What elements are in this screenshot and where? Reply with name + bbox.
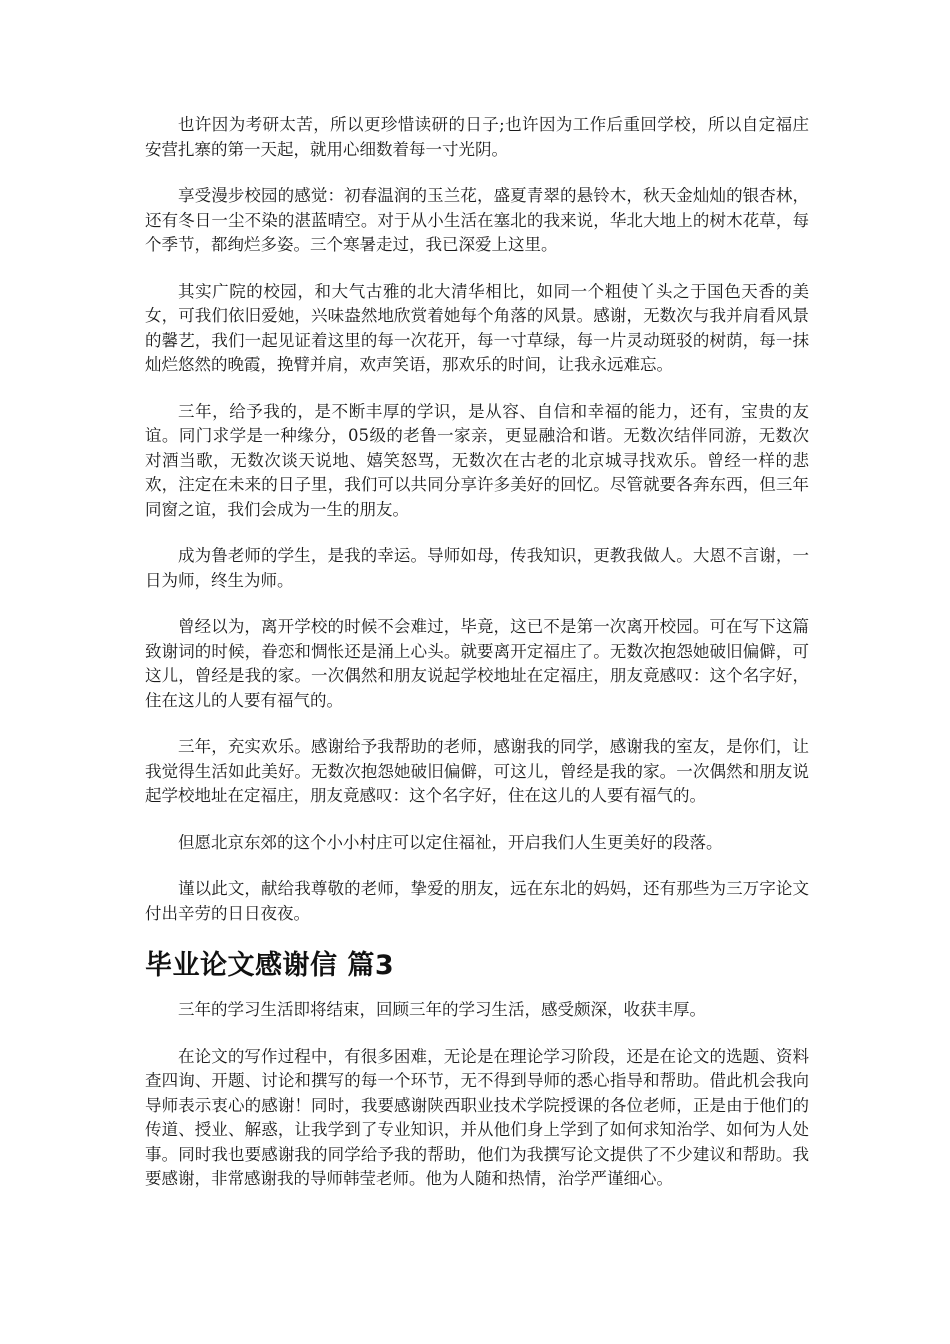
paragraph: 但愿北京东郊的这个小小村庄可以定住福祉，开启我们人生更美好的段落。 — [178, 832, 723, 852]
paragraph: 成为鲁老师的学生，是我的幸运。导师如母，传我知识，更教我做人。大恩不言谢，一日为师，终生为师。 — [145, 546, 809, 590]
section-heading: 毕业论文感谢信 篇3 — [145, 950, 395, 981]
paragraph: 在论文的写作过程中，有很多困难，无论是在理论学习阶段，还是在论文的选题、资料查四询、开题、讨论和撰写的每一个环节，无不得到导师的悉心指导和帮助。借此机会我向导师表示衷心的感谢！同时，我要感谢陕西职业技术学院授课的各位老师，正是由于他们的传道、授业、解惑，让我学到了专业知识，并从他们身上学到了如何求知治学、如何为人处事。同时我也要感谢我的同学给予我的帮助，他们为我撰写论文提供了不少建议和帮助。我要感谢，非常感谢我的导师韩莹老师。他为人随和热情，治学严谨细心。 — [145, 1046, 809, 1188]
paragraph: 谨以此文，献给我尊敬的老师，挚爱的朋友，远在东北的妈妈，还有那些为三万字论文付出辛劳的日日夜夜。 — [145, 879, 809, 923]
paragraph: 享受漫步校园的感觉：初春温润的玉兰花，盛夏青翠的悬铃木，秋天金灿灿的银杏林，还有冬日一尘不染的湛蓝晴空。对于从小生活在塞北的我来说，华北大地上的树木花草，每个季节，都绚烂多姿。三个寒暑走过，我已深爱上这里。 — [145, 186, 809, 254]
paragraph: 三年的学习生活即将结束，回顾三年的学习生活，感受颇深，收获丰厚。 — [178, 1000, 706, 1019]
paragraph: 三年，给予我的，是不断丰厚的学识，是从容、自信和幸福的能力，还有，宝贵的友谊。同门求学是一种缘分，05级的老鲁一家亲，更显融洽和谐。无数次结伴同游，无数次对酒当歌，无数次谈天说地、嬉笑怒骂，无数次在古老的北京城寻找欢乐。曾经一样的悲欢，注定在未来的日子里，我们可以共同分享许多美好的回忆。尽管就要各奔东西，但三年同窗之谊，我们会成为一生的朋友。 — [145, 401, 809, 519]
paragraph: 三年，充实欢乐。感谢给予我帮助的老师，感谢我的同学，感谢我的室友，是你们，让我觉得生活如此美好。无数次抱怨她破旧偏僻，可这儿，曾经是我的家。一次偶然和朋友说起学校地址在定福庄，朋友竟感叹：这个名字好，住在这儿的人要有福气的。 — [145, 737, 809, 805]
document-body — [145, 113, 809, 1214]
paragraph: 其实广院的校园，和大气古雅的北大清华相比，如同一个粗使丫头之于国色天香的美女，可我们依旧爱她，兴味盎然地欣赏着她每个角落的风景。感谢，无数次与我并肩看风景的馨艺，我们一起见证着这里的每一次花开，每一寸草绿，每一片灵动斑驳的树荫，每一抹灿烂悠然的晚霞，挽臂并肩，欢声笑语，那欢乐的时间，让我永远难忘。 — [145, 281, 809, 374]
paragraph: 曾经以为，离开学校的时候不会难过，毕竟，这已不是第一次离开校园。可在写下这篇致谢词的时候，眷恋和惆怅还是涌上心头。就要离开定福庄了。无数次抱怨她破旧偏僻，可这儿，曾经是我的家。一次偶然和朋友说起学校地址在定福庄，朋友竟感叹：这个名字好，住在这儿的人要有福气的。 — [145, 617, 809, 710]
paragraph: 也许因为考研太苦，所以更珍惜读研的日子;也许因为工作后重回学校，所以自定福庄安营扎寨的第一天起，就用心细数着每一寸光阴。 — [145, 115, 809, 159]
